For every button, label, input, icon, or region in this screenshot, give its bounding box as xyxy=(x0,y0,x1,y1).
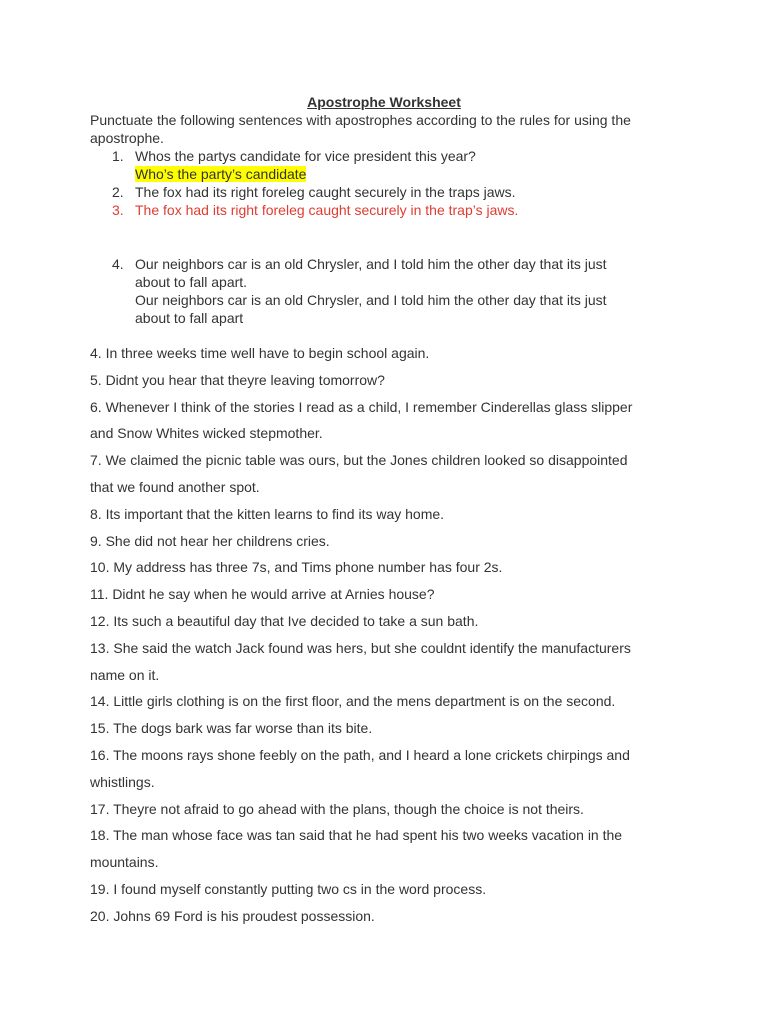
sentence-line: mountains. xyxy=(90,854,159,871)
sentence-line: 12. Its such a beautiful day that Ive decided to take a sun bath. xyxy=(90,612,479,629)
item-text-red: The fox had its right foreleg caught securely in the trap’s jaws. xyxy=(135,202,519,218)
instructions xyxy=(90,111,690,147)
sentence-line: whistlings. xyxy=(90,773,155,790)
sentence-line: 17. Theyre not afraid to go ahead with the plans, though the choice is not theirs. xyxy=(90,800,584,817)
instructions-line: apostrophe. xyxy=(90,130,164,146)
sentence-line: name on it. xyxy=(90,666,160,683)
sentence-line: 5. Didnt you hear that theyre leaving tomorrow? xyxy=(90,371,385,388)
sentence-list xyxy=(90,340,690,930)
sentence-line: 13. She said the watch Jack found was hers, but she couldnt identify the manufacturers xyxy=(90,639,631,656)
sentence-line: 15. The dogs bark was far worse than its bite. xyxy=(90,720,373,737)
sentence-line: 18. The man whose face was tan said that he had spent his two weeks vacation in the xyxy=(90,827,623,844)
numbered-item-1 xyxy=(90,147,690,165)
item-number: 4. xyxy=(112,256,124,272)
answer-1 xyxy=(90,165,690,183)
sentence-line: 10. My address has three 7s, and Tims phone number has four 2s. xyxy=(90,559,503,576)
worksheet-title: Apostrophe Worksheet xyxy=(307,94,461,110)
sentence-line: 11. Didnt he say when he would arrive at Arnies house? xyxy=(90,586,435,603)
numbered-list xyxy=(90,147,690,327)
item-text: The fox had its right foreleg caught securely in the traps jaws. xyxy=(135,184,516,200)
sentence-line: 20. Johns 69 Ford is his proudest possession. xyxy=(90,907,375,924)
sentence-line: 7. We claimed the picnic table was ours, but the Jones children looked so disappointed xyxy=(90,452,628,469)
sentence-line: and Snow Whites wicked stepmother. xyxy=(90,425,323,442)
highlighted-answer: Who’s the party’s candidate xyxy=(135,166,307,182)
sentence-line: 8. Its important that the kitten learns to find its way home. xyxy=(90,505,445,522)
instructions-line: Punctuate the following sentences with apostrophes according to the rules for using the xyxy=(90,112,631,128)
item-number: 2. xyxy=(112,184,124,200)
sentence-line: that we found another spot. xyxy=(90,478,260,495)
item-text-line: Our neighbors car is an old Chrysler, and I told him the other day that its just xyxy=(135,292,607,308)
sentence-line: 6. Whenever I think of the stories I read as a child, I remember Cinderellas glass slipper xyxy=(90,398,633,415)
item-text: Whos the partys candidate for vice president this year? xyxy=(135,148,476,164)
numbered-item-4 xyxy=(90,255,690,327)
item-number: 3. xyxy=(112,202,124,218)
sentence-line: 19. I found myself constantly putting two cs in the word process. xyxy=(90,880,487,897)
sentence-line: 16. The moons rays shone feebly on the path, and I heard a lone crickets chirpings and xyxy=(90,746,630,763)
numbered-item-3 xyxy=(90,201,690,219)
sentence-line: 4. In three weeks time well have to begin school again. xyxy=(90,345,430,361)
item-text-line: about to fall apart. xyxy=(135,274,248,290)
spacer xyxy=(90,219,690,255)
item-text-line: about to fall apart xyxy=(135,310,244,326)
sentence-line: 14. Little girls clothing is on the first floor, and the mens department is on the second. xyxy=(90,693,616,710)
sentence-line: 9. She did not hear her childrens cries. xyxy=(90,532,330,549)
item-text-line: Our neighbors car is an old Chrysler, and I told him the other day that its just xyxy=(135,256,607,272)
item-number: 1. xyxy=(112,148,124,164)
numbered-item-2 xyxy=(90,183,690,201)
